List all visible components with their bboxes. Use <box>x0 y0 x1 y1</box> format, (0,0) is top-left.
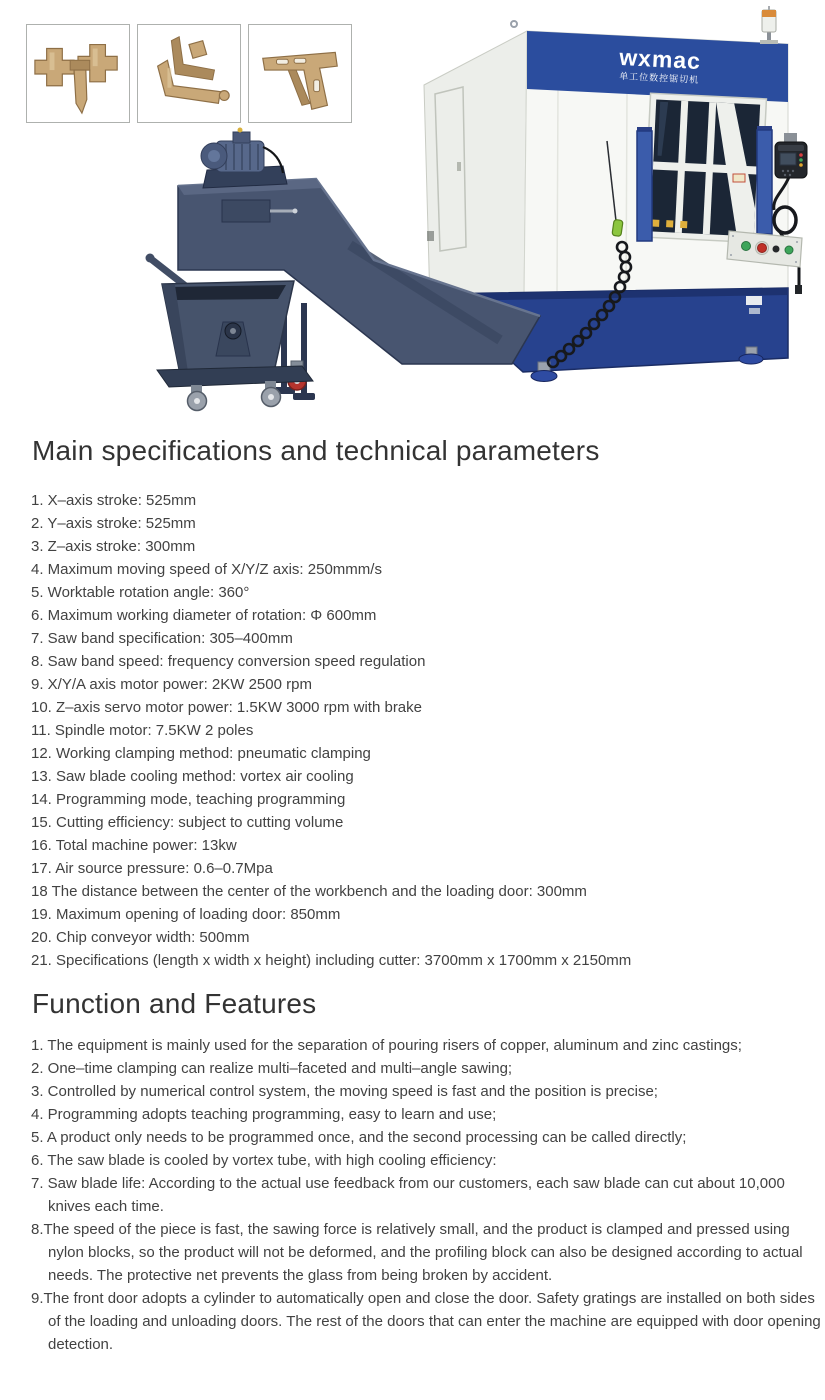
feature-item: 3. Controlled by numerical control system, the moving speed is fast and the position is precise; <box>31 1083 658 1100</box>
spec-item: 19. Maximum opening of loading door: 850mm <box>31 906 341 923</box>
spec-item: 13. Saw blade cooling method: vortex air cooling <box>31 768 354 785</box>
spec-item: 18 The distance between the center of the workbench and the loading door: 300mm <box>31 883 587 900</box>
light-curtain-right <box>757 130 772 234</box>
spec-item: 1. X–axis stroke: 525mm <box>31 492 197 509</box>
green-button[interactable] <box>742 242 751 251</box>
illustration-area <box>0 0 825 425</box>
feature-item: 8.The speed of the piece is fast, the sawing force is relatively small, and the product is clamped and pressed using nylon blocks, so the product will not be deformed, and the profiling block can also be designed according to actual needs. The protective net prevents the glass from being broken by accident. <box>31 1221 803 1284</box>
feature-item: 6. The saw blade is cooled by vortex tube, with high cooling efficiency: <box>31 1152 497 1169</box>
lifting-hook-icon <box>511 21 517 27</box>
emergency-stop-button[interactable] <box>758 244 767 253</box>
specs-list <box>31 489 823 972</box>
spec-item: 6. Maximum working diameter of rotation: Φ 600mm <box>31 607 377 624</box>
spec-item: 21. Specifications (length x width x height) including cutter: 3700mm x 1700mm x 2150mm <box>31 952 632 969</box>
feature-item: 5. A product only needs to be programmed once, and the second processing can be called directly; <box>31 1129 687 1146</box>
feature-item: 9.The front door adopts a cylinder to automatically open and close the door. Safety gratings are installed on both sides of the loading and unloading doors. The rest of the doors that can enter the machine are equipped with door opening detection. <box>31 1290 821 1353</box>
viewing-window <box>644 93 767 242</box>
spec-item: 7. Saw band specification: 305–400mm <box>31 630 293 647</box>
caster <box>262 381 281 407</box>
feature-item: 1. The equipment is mainly used for the separation of pouring risers of copper, aluminum and zinc castings; <box>31 1037 742 1054</box>
spec-item: 4. Maximum moving speed of X/Y/Z axis: 250mmm/s <box>31 561 382 578</box>
pendant-screen <box>780 153 796 165</box>
green-button[interactable] <box>785 246 793 254</box>
feature-item: 7. Saw blade life: According to the actual use feedback from our customers, each saw blade can cut about 10,000 knives each time. <box>31 1175 785 1215</box>
black-button[interactable] <box>773 246 780 253</box>
conveyor-motor <box>201 128 287 189</box>
light-curtain-left <box>637 131 652 241</box>
spec-item: 9. X/Y/A axis motor power: 2KW 2500 rpm <box>31 676 312 693</box>
spec-item: 14. Programming mode, teaching programming <box>31 791 346 808</box>
feature-item: 2. One–time clamping can realize multi–faceted and multi–angle sawing; <box>31 1060 513 1077</box>
features-title: Function and Features <box>32 988 317 1019</box>
spec-item: 10. Z–axis servo motor power: 1.5KW 3000 rpm with brake <box>31 699 422 716</box>
spec-item: 8. Saw band speed: frequency conversion speed regulation <box>31 653 426 670</box>
spec-item: 12. Working clamping method: pneumatic clamping <box>31 745 371 762</box>
machine-cabinet <box>424 21 788 304</box>
features-list <box>31 1034 823 1356</box>
machine-illustration <box>0 0 825 425</box>
brand-subtitle: 单工位数控锯切机 <box>618 70 700 85</box>
caster <box>188 385 207 411</box>
spec-item: 16. Total machine power: 13kw <box>31 837 237 854</box>
spec-item: 17. Air source pressure: 0.6–0.7Mpa <box>31 860 273 877</box>
brand-logo: wxmac <box>618 43 702 75</box>
feature-item: 4. Programming adopts teaching programming, easy to learn and use; <box>31 1106 497 1123</box>
spec-item: 20. Chip conveyor width: 500mm <box>31 929 250 946</box>
spec-item: 3. Z–axis stroke: 300mm <box>31 538 196 555</box>
spec-item: 5. Worktable rotation angle: 360° <box>31 584 250 601</box>
spec-item: 15. Cutting efficiency: subject to cutting volume <box>31 814 344 831</box>
specs-title: Main specifications and technical parameters <box>32 435 600 466</box>
spec-item: 11. Spindle motor: 7.5KW 2 poles <box>31 722 254 739</box>
chip-cart <box>146 254 314 411</box>
spec-item: 2. Y–axis stroke: 525mm <box>31 515 196 532</box>
signal-lamp-icon <box>760 6 778 44</box>
